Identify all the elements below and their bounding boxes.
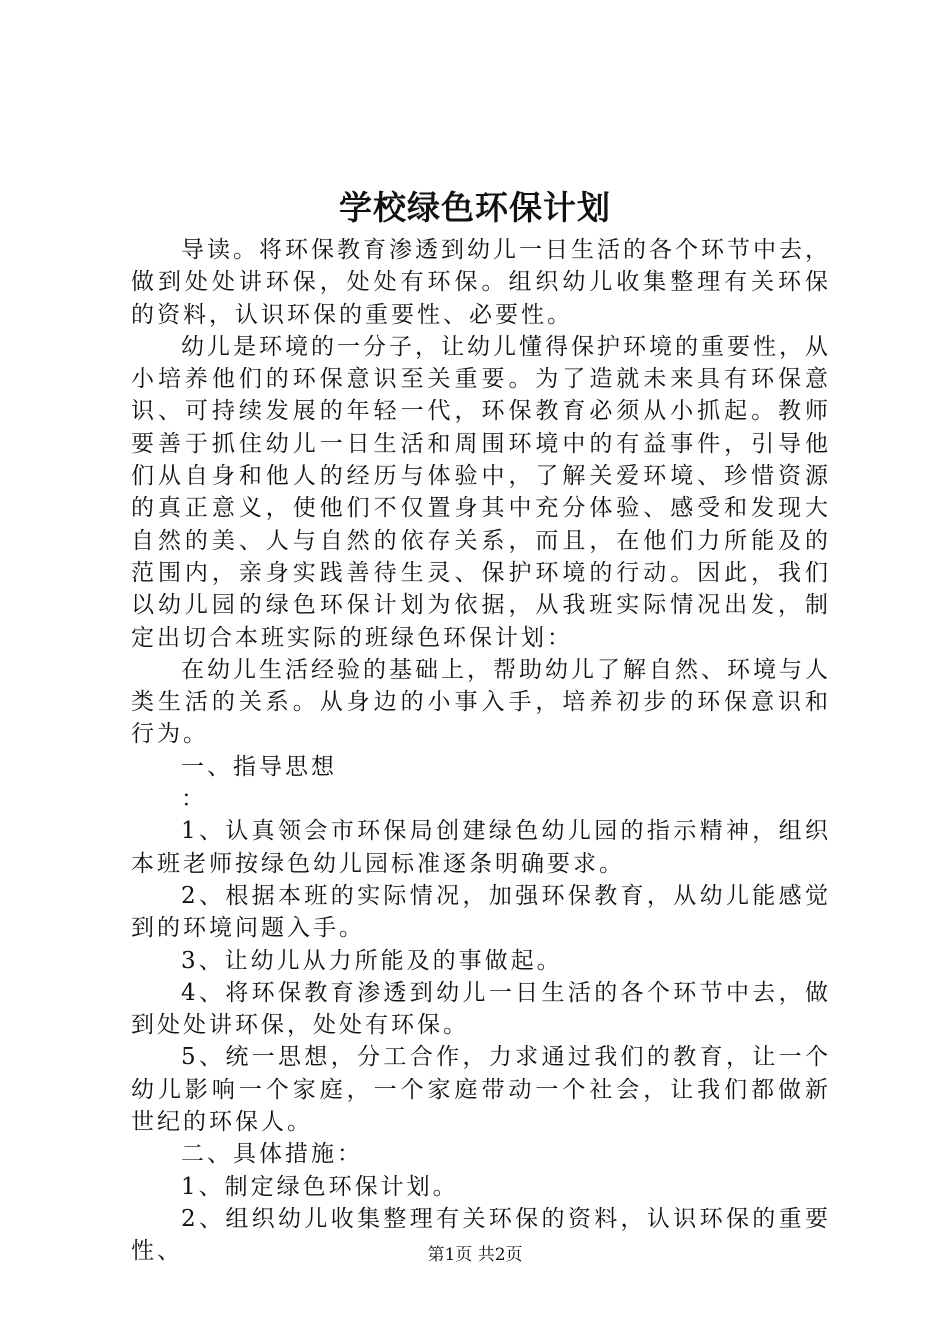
section-heading-measures: 二、具体措施： [181, 1141, 363, 1168]
list-item-2: 2、根据本班的实际情况，加强环保教育，从幼儿能感觉到的环境问题入手。 [131, 882, 831, 942]
paragraph-intro: 导读。将环保教育渗透到幼儿一日生活的各个环节中去，做到处处讲环保，处处有环保。组织幼儿收集整理有关环保的资料，认识环保的重要性、必要性。 [131, 237, 831, 328]
list-item-5: 5、统一思想，分工合作，力求通过我们的教育，让一个幼儿影响一个家庭，一个家庭带动一个社会，让我们都做新世纪的环保人。 [131, 1044, 831, 1136]
list-item-3: 3、让幼儿从力所能及的事做起。 [181, 947, 563, 974]
section-heading-guiding-thought: 一、指导思想 [181, 753, 337, 780]
list-item-1: 1、认真领会市环保局创建绿色幼儿园的指示精神，组织本班老师按绿色幼儿园标准逐条明确要求。 [131, 818, 831, 877]
paragraph-goal: 在幼儿生活经验的基础上，帮助幼儿了解自然、环境与人类生活的关系。从身边的小事入手，培养初步的环保意识和行为。 [131, 656, 831, 748]
page-footer: 第1页 共2页 [427, 1245, 523, 1265]
measure-item-1: 1、制定绿色环保计划。 [181, 1173, 459, 1200]
measure-item-2: 2、组织幼儿收集整理有关环保的资料，认识环保的重要性、 [131, 1205, 831, 1265]
document-title: 学校绿色环保计划 [339, 188, 611, 227]
document-body [131, 234, 831, 1268]
paragraph-background: 幼儿是环境的一分子，让幼儿懂得保护环境的重要性，从小培养他们的环保意识至关重要。为了造就未来具有环保意识、可持续发展的年轻一代，环保教育必须从小抓起。教师要善于抓住幼儿一日生活和周围环境中的有益事件，引导他们从自身和他人的经历与体验中，了解关爱环境、珍惜资源的真正意义，使他们不仅置身其中充分体验、感受和发现大自然的美、人与自然的依存关系，而且，在他们力所能及的范围内，亲身实践善待生灵、保护环境的行动。因此，我们以幼儿园的绿色环保计划为依据，从我班实际情况出发，制定出切合本班实际的班绿色环保计划： [131, 333, 831, 651]
paragraph-colon: ： [181, 786, 207, 813]
list-item-4: 4、将环保教育渗透到幼儿一日生活的各个环节中去，做到处处讲环保，处处有环保。 [131, 979, 831, 1039]
